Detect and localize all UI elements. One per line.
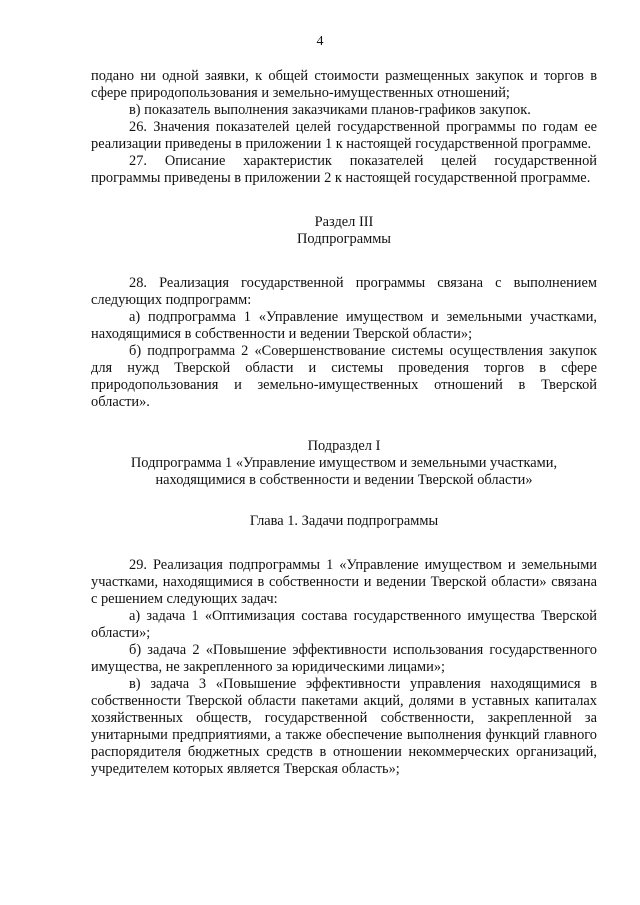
paragraph: в) показатель выполнения заказчиками планов-графиков закупок. [129, 102, 531, 118]
paragraph: 27. Описание характеристик показателей целей государственной программы приведены в приложении 2 к настоящей государственной программе. [91, 153, 597, 186]
paragraph: б) подпрограмма 2 «Совершенствование системы осуществления закупок для нужд Тверской области и системы проведения торгов в сфере природопользования и земельно-имущественных отношений в Тверской области». [91, 343, 597, 410]
paragraph: 28. Реализация государственной программы связана с выполнением следующих подпрограмм: [91, 275, 597, 308]
paragraph: в) задача 3 «Повышение эффективности управления находящимися в собственности Тверской области пакетами акций, долями в уставных капиталах хозяйственных обществ, государственной собственности, закрепленной за унитарными предприятиями, а также обеспечение выполнения функций главного распорядителя бюджетных средств в отношении некоммерческих организаций, учредителем которых является Тверская область»; [91, 676, 597, 777]
paragraph: б) задача 2 «Повышение эффективности использования государственного имущества, не закрепленного за юридическими лицами»; [91, 642, 597, 675]
chapter-title: Глава 1. Задачи подпрограммы [249, 513, 439, 529]
subsection-subtitle: Подпрограмма 1 «Управление имуществом и земельными участками, находящимися в собственности и ведении Тверской области» [130, 455, 558, 488]
document-body [91, 68, 597, 778]
section-title: Раздел III [314, 214, 374, 230]
paragraph: а) задача 1 «Оптимизация состава государственного имущества Тверской области»; [91, 608, 597, 641]
paragraph: а) подпрограмма 1 «Управление имуществом и земельными участками, находящимися в собственности и ведении Тверской области»; [91, 309, 597, 342]
paragraph: подано ни одной заявки, к общей стоимости размещенных закупок и торгов в сфере природопользования и земельно-имущественных отношений; [91, 68, 597, 101]
section-subtitle: Подпрограммы [297, 231, 391, 247]
page-number: 4 [316, 34, 324, 49]
paragraph: 26. Значения показателей целей государственной программы по годам ее реализации приведены в приложении 1 к настоящей государственной программе. [91, 119, 597, 152]
subsection-title: Подраздел I [307, 438, 381, 454]
paragraph: 29. Реализация подпрограммы 1 «Управление имуществом и земельными участками, находящимися в собственности и ведении Тверской области» связана с решением следующих задач: [91, 557, 597, 607]
